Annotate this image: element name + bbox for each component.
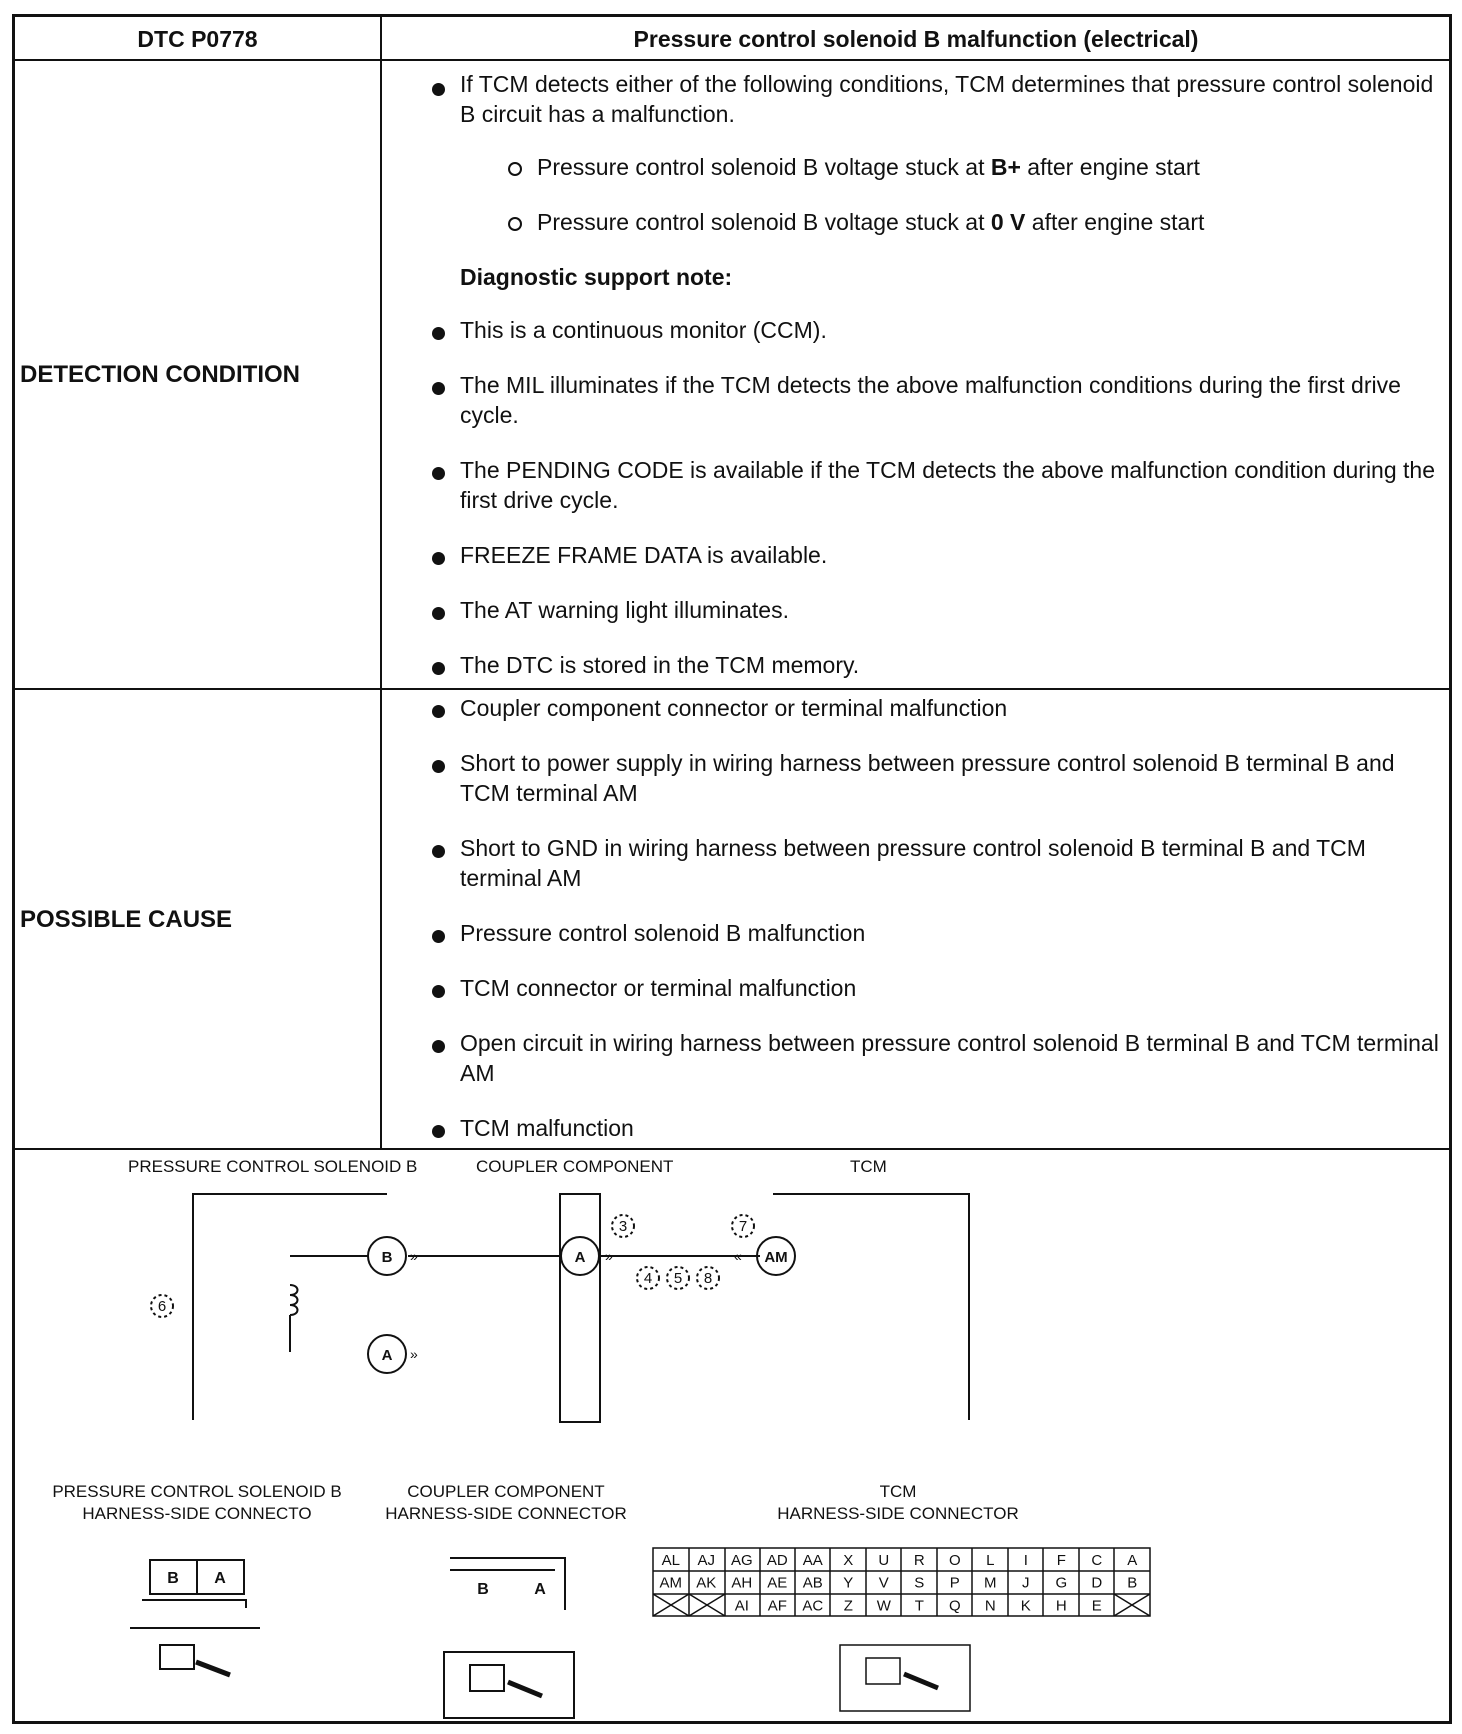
connector-plug-icon <box>470 1665 504 1691</box>
coupler-title: COUPLER COMPONENT <box>476 1157 674 1176</box>
terminal-am-label: AM <box>764 1249 788 1266</box>
coupler-pin-b: B <box>477 1581 489 1598</box>
connector-plug-icon <box>866 1658 900 1684</box>
terminal-a-label: A <box>381 1347 393 1364</box>
cause-item: Short to GND in wiring harness between pressure control solenoid B terminal B and TCM terminal AM <box>460 835 1366 891</box>
tcm-pin: AH <box>731 1574 753 1592</box>
tcm-pin: AL <box>661 1552 680 1569</box>
tcm-pin: W <box>876 1597 891 1615</box>
tcm-pin: P <box>949 1574 960 1592</box>
tcm-connector-grid <box>653 1548 1150 1711</box>
cause-item: TCM malfunction <box>460 1115 634 1141</box>
arrow-icon <box>508 1682 542 1696</box>
coupler-pin-a: A <box>534 1581 546 1598</box>
solenoid-connector-title-1: PRESSURE CONTROL SOLENOID B <box>52 1482 342 1501</box>
tcm-pin: O <box>948 1552 961 1569</box>
possible-cause-label: POSSIBLE CAUSE <box>20 906 233 933</box>
check-label-8: 8 <box>703 1270 713 1287</box>
tcm-pin: A <box>1127 1552 1138 1569</box>
cause-item: TCM connector or terminal malfunction <box>460 975 857 1001</box>
tcm-pin: T <box>914 1597 924 1615</box>
check-label-4: 4 <box>643 1270 653 1287</box>
check-label-7: 7 <box>738 1218 748 1235</box>
coupler-connector-face <box>450 1558 565 1610</box>
tcm-pin: AF <box>767 1597 787 1615</box>
solenoid-coil <box>290 1285 298 1352</box>
tcm-pin: K <box>1020 1597 1031 1615</box>
tcm-pin: AB <box>802 1574 823 1592</box>
arrow-icon <box>904 1674 938 1688</box>
tcm-pin: Y <box>843 1574 854 1592</box>
tcm-pin-labels <box>660 1552 1138 1614</box>
tcm-pin: AK <box>696 1574 717 1592</box>
cause-item: Pressure control solenoid B malfunction <box>460 920 866 946</box>
dtc-title: Pressure control solenoid B malfunction (electrical) <box>633 25 1199 52</box>
wire-arrow-icon: » <box>410 1346 418 1362</box>
note-item: The DTC is stored in the TCM memory. <box>460 652 860 678</box>
tcm-pin: AD <box>766 1552 788 1569</box>
check-label-6: 6 <box>157 1298 167 1315</box>
tcm-pin: J <box>1022 1574 1030 1592</box>
tcm-pin: AA <box>802 1552 823 1569</box>
tcm-pin: AM <box>659 1574 683 1592</box>
solenoid-pin-a: A <box>214 1570 226 1587</box>
tcm-pin: X <box>843 1552 854 1569</box>
tcm-pin: N <box>984 1597 996 1615</box>
terminal-coupler-a-label: A <box>574 1249 586 1266</box>
note-item: This is a continuous monitor (CCM). <box>460 317 827 343</box>
cause-item: Open circuit in wiring harness between pressure control solenoid B terminal B and TCM terminal AM <box>460 1030 1439 1086</box>
tcm-title: TCM <box>850 1157 887 1176</box>
tcm-pin: R <box>913 1552 925 1569</box>
coupler-connector-title-2: HARNESS-SIDE CONNECTOR <box>385 1504 627 1523</box>
solenoid-connector-title-2: HARNESS-SIDE CONNECTO <box>82 1504 312 1523</box>
note-item: The MIL illuminates if the TCM detects the above malfunction conditions during the first drive cycle. <box>460 372 1401 428</box>
tcm-connector-title-1: TCM <box>879 1482 917 1501</box>
tcm-outline <box>773 1194 969 1420</box>
connector-plug-icon <box>160 1645 194 1669</box>
solenoid-title: PRESSURE CONTROL SOLENOID B <box>128 1157 418 1176</box>
cause-item: Short to power supply in wiring harness between pressure control solenoid B terminal B and TCM terminal AM <box>460 750 1395 806</box>
tcm-pin: AC <box>802 1597 824 1615</box>
tcm-pin: V <box>878 1574 889 1592</box>
cause-item: Coupler component connector or terminal malfunction <box>460 695 1008 721</box>
detection-condition-label: DETECTION CONDITION <box>20 361 300 388</box>
check-label-3: 3 <box>618 1218 628 1235</box>
tcm-pin: U <box>878 1552 890 1569</box>
tcm-pin: I <box>1023 1552 1028 1569</box>
dtc-code: DTC P0778 <box>137 25 258 52</box>
tcm-pin: AE <box>767 1574 788 1592</box>
tcm-pin: AJ <box>697 1552 716 1569</box>
tcm-connector-title-2: HARNESS-SIDE CONNECTOR <box>777 1504 1019 1523</box>
tcm-pin: L <box>986 1552 995 1569</box>
wire-arrow-icon: « <box>734 1248 742 1264</box>
solenoid-pin-b: B <box>167 1570 179 1587</box>
tcm-pin: D <box>1091 1574 1103 1592</box>
tcm-pin: G <box>1055 1574 1068 1592</box>
tcm-pin: H <box>1055 1597 1067 1615</box>
tcm-pin: F <box>1056 1552 1066 1569</box>
tcm-pin: Z <box>843 1597 853 1615</box>
note-item: The AT warning light illuminates. <box>460 597 789 623</box>
condition-zero-volt: Pressure control solenoid B voltage stuck at 0 V after engine start <box>537 209 1205 235</box>
diagnostic-note-heading: Diagnostic support note: <box>460 264 733 290</box>
coupler-outline <box>560 1194 600 1422</box>
coupler-connector-title-1: COUPLER COMPONENT <box>407 1482 605 1501</box>
tcm-pin: B <box>1127 1574 1138 1592</box>
check-label-5: 5 <box>673 1270 683 1287</box>
tcm-pin: AG <box>730 1552 753 1569</box>
tcm-pin: C <box>1091 1552 1103 1569</box>
solenoid-outline <box>193 1194 387 1420</box>
note-item: FREEZE FRAME DATA is available. <box>460 542 828 568</box>
tcm-pin: S <box>914 1574 925 1592</box>
tcm-pin: M <box>984 1574 997 1592</box>
detection-intro: If TCM detects either of the following conditions, TCM determines that pressure control solenoid B circuit has a malfunction. <box>460 71 1434 127</box>
tcm-pin: Q <box>948 1597 961 1615</box>
condition-b-plus: Pressure control solenoid B voltage stuck at B+ after engine start <box>537 154 1200 180</box>
wire-arrow-icon: » <box>410 1248 418 1264</box>
note-item: The PENDING CODE is available if the TCM detects the above malfunction condition during the first drive cycle. <box>460 457 1435 513</box>
connector-view-frame <box>840 1645 970 1711</box>
wire-arrow-icon: » <box>605 1248 613 1264</box>
tcm-pin: AI <box>734 1597 749 1615</box>
tcm-pin: E <box>1091 1597 1102 1615</box>
arrow-icon <box>196 1662 230 1675</box>
terminal-b-label: B <box>381 1249 393 1266</box>
